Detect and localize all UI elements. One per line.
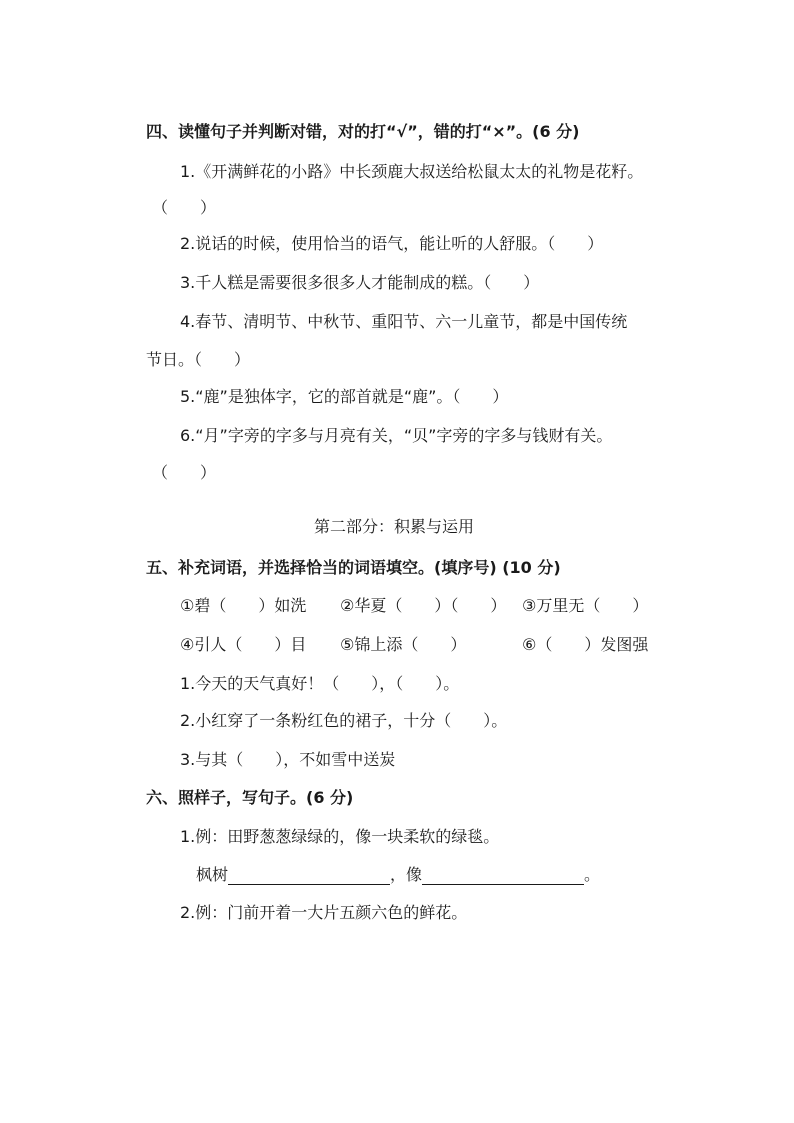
section4-heading: 四、读懂句子并判断对错，对的打“√”，错的打“×”。(6 分) xyxy=(146,122,580,141)
option-6[interactable]: ⑥（ ）发图强 xyxy=(522,635,649,654)
section4-item-6: 6.“月”字旁的字多与月亮有关，“贝”字旁的字多与钱财有关。 xyxy=(180,426,613,445)
section5-item-2: 2.小红穿了一条粉红色的裙子，十分（ ）。 xyxy=(180,711,508,730)
section5-heading: 五、补充词语，并选择恰当的词语填空。(填序号) (10 分) xyxy=(146,558,561,577)
section5-item-1: 1.今天的天气真好！（ ），（ ）。 xyxy=(180,674,460,693)
fill-prefix: 枫树 xyxy=(196,865,229,884)
section4-item-5: 5.“鹿”是独体字，它的部首就是“鹿”。（ ） xyxy=(180,387,509,406)
fill-blank-1[interactable] xyxy=(228,866,390,885)
section4-item-1: 1.《开满鲜花的小路》中长颈鹿大叔送给松鼠太太的礼物是花籽。 xyxy=(180,162,644,181)
section4-item-6-answer[interactable]: （ ） xyxy=(152,463,217,482)
section6-example-1: 1.例：田野葱葱绿绿的，像一块柔软的绿毯。 xyxy=(180,827,500,846)
option-4[interactable]: ④引人（ ）目 xyxy=(180,635,307,654)
part2-title: 第二部分：积累与运用 xyxy=(314,517,475,536)
section6-fill-row xyxy=(196,865,600,885)
option-3[interactable]: ③万里无（ ） xyxy=(522,596,649,615)
section4-item-4: 4.春节、清明节、中秋节、重阳节、六一儿童节，都是中国传统 xyxy=(180,312,628,331)
section4-item-1-answer[interactable]: （ ） xyxy=(152,198,217,217)
option-5[interactable]: ⑤锦上添（ ） xyxy=(340,635,467,654)
section4-item-4-cont[interactable]: 节日。（ ） xyxy=(146,350,251,369)
section6-example-2: 2.例：门前开着一大片五颜六色的鲜花。 xyxy=(180,903,468,922)
section6-heading: 六、照样子，写句子。(6 分) xyxy=(146,788,354,807)
fill-middle: ，像 xyxy=(390,865,423,884)
fill-suffix: 。 xyxy=(584,865,601,884)
fill-blank-2[interactable] xyxy=(422,866,584,885)
option-1[interactable]: ①碧（ ）如洗 xyxy=(180,596,307,615)
section4-item-3: 3.千人糕是需要很多很多人才能制成的糕。（ ） xyxy=(180,273,540,292)
section5-item-3: 3.与其（ ），不如雪中送炭 xyxy=(180,750,396,769)
section4-item-2: 2.说话的时候，使用恰当的语气，能让听的人舒服。（ ） xyxy=(180,234,604,253)
option-2[interactable]: ②华夏（ ）（ ） xyxy=(340,596,507,615)
